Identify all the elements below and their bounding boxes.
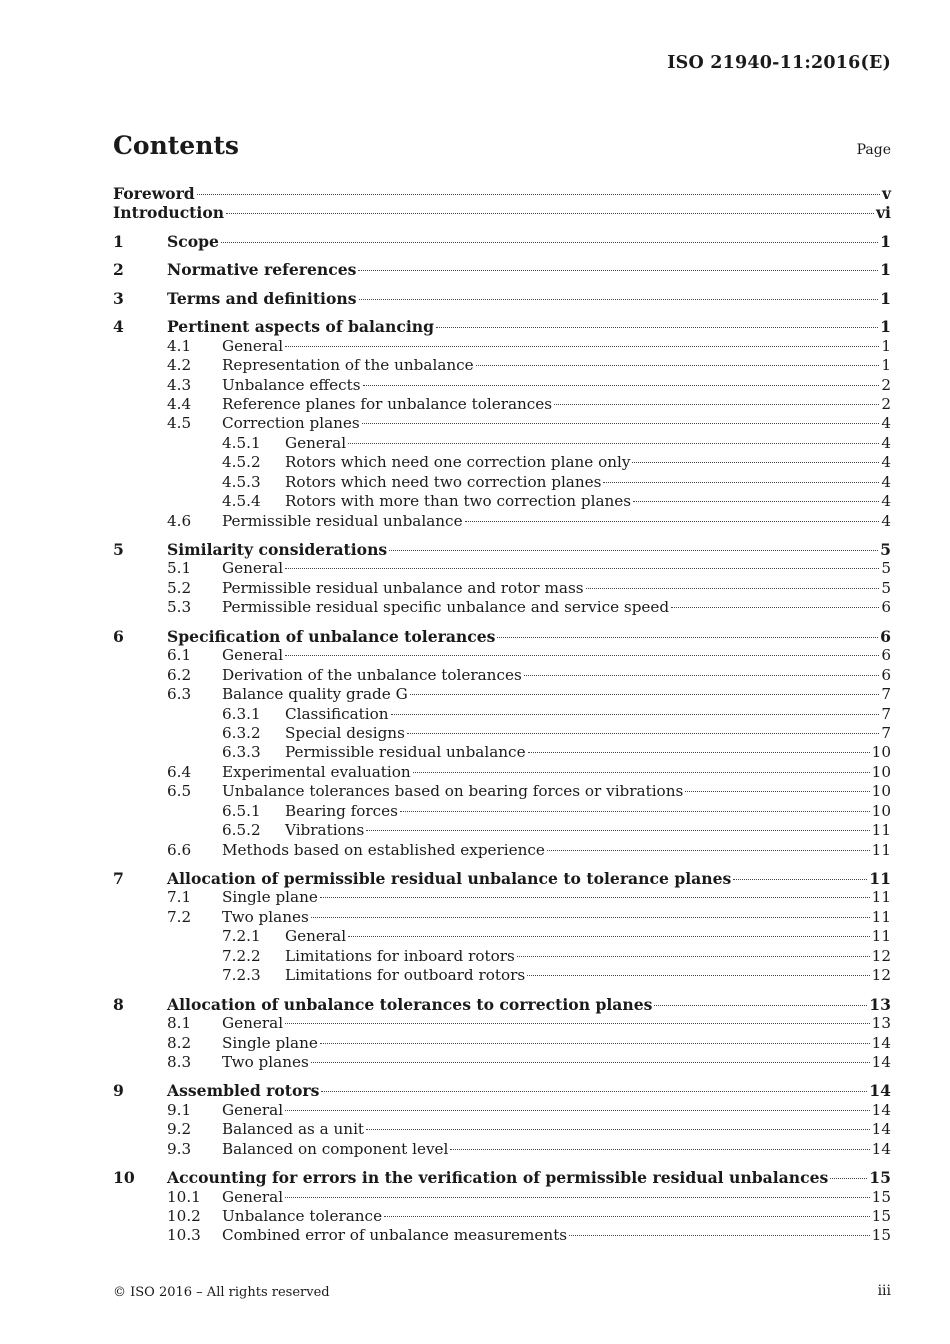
toc-entry-title: Permissible residual unbalance and rotor mass [222,578,584,597]
dot-leader [320,897,870,898]
toc-entry-number: 4.5.1 [222,433,261,452]
toc-entry-title: General [222,646,284,665]
dot-leader [366,1129,870,1130]
dot-leader [363,385,880,386]
toc-entry[interactable] [113,1120,891,1139]
toc-entry[interactable] [113,1101,891,1120]
toc-entry-page: 2 [881,394,891,413]
toc-entry-page: 14 [871,1120,891,1139]
toc-entry-page: 4 [881,511,891,530]
toc-entry-number: 1 [113,231,124,251]
toc-entry[interactable] [113,1014,891,1033]
dot-leader [465,521,880,522]
toc-entry-number: 9 [113,1081,124,1101]
dot-leader [632,462,879,463]
toc-entry-number: 4.5.3 [222,472,261,491]
toc-entry-number: 5.2 [167,578,192,597]
toc-entry-page: 1 [880,317,891,337]
toc-entry-title: Introduction [113,203,225,223]
toc-entry-page: 4 [881,433,891,452]
toc-entry-number: 7.1 [167,888,192,907]
toc-entry-number: 6.4 [167,762,192,781]
toc-entry-number: 8.2 [167,1033,192,1052]
toc-entry-page: 5 [881,559,891,578]
dot-leader [221,242,878,243]
dot-leader [554,404,879,405]
dot-leader [517,956,870,957]
toc-entry-page: v [881,184,891,203]
toc-entry-title: Accounting for errors in the verification of permissible residual unbalances [167,1168,829,1188]
toc-entry-page: 1 [880,231,891,251]
toc-entry[interactable] [113,1226,891,1245]
dot-leader [348,936,870,937]
toc-entry[interactable] [113,705,891,724]
toc-entry-page: 11 [871,888,891,907]
toc-entry-title: Normative references [167,260,357,280]
toc-entry-title: Unbalance effects [222,375,361,394]
dot-leader [285,568,879,569]
toc-entry-number: 7 [113,869,124,888]
dot-leader [226,213,874,214]
toc-entry-number: 6.3.1 [222,704,261,723]
toc-entry-number: 10.3 [167,1226,201,1245]
toc-entry[interactable] [113,646,891,665]
toc-entry[interactable] [113,927,891,946]
toc-entry-title: Derivation of the unbalance tolerances [222,665,522,684]
toc-entry-title: Special designs [285,723,405,742]
toc-entry[interactable] [113,782,891,801]
toc-entry-page: 14 [871,1033,891,1052]
toc-entry[interactable] [113,184,891,203]
toc-entry[interactable] [113,724,891,743]
toc-entry-page: 1 [881,336,891,355]
toc-entry-title: Correction planes [222,414,360,433]
toc-entry-title: Two planes [222,1052,309,1071]
toc-entry-page: 2 [881,375,891,394]
toc-entry[interactable] [113,1034,891,1053]
toc-entry-page: 11 [871,907,891,926]
toc-entry-title: Balanced on component level [222,1139,449,1158]
dot-leader [654,1005,867,1006]
toc-entry-number: 10.1 [167,1187,201,1206]
toc-entry-number: 5 [113,540,124,559]
toc-entry[interactable] [113,743,891,762]
toc-entry[interactable] [113,356,891,375]
toc-entry-title: Combined error of unbalance measurements [222,1226,568,1245]
toc-entry-title: Assembled rotors [167,1081,320,1101]
toc-entry-title: Classification [285,704,389,723]
toc-entry-title: Balance quality grade G [222,685,408,704]
toc-entry-page: 4 [881,453,891,472]
toc-entry-number: 4.3 [167,375,192,394]
toc-entry-page: 11 [871,927,891,946]
toc-entry[interactable] [113,1188,891,1207]
toc-entry[interactable] [113,763,891,782]
toc-entry-page: 13 [869,994,891,1014]
toc-entry-page: 14 [871,1100,891,1119]
toc-entry[interactable] [113,627,891,646]
toc-entry[interactable] [113,841,891,860]
dot-leader [671,607,879,608]
toc-entry-page: 11 [869,869,891,888]
dot-leader [830,1178,867,1179]
toc-entry-title: Permissible residual unbalance [285,743,526,762]
table-of-contents [113,184,891,1246]
toc-entry-number: 9.2 [167,1120,192,1139]
toc-entry[interactable] [113,434,891,453]
toc-entry-title: General [222,1100,284,1119]
toc-entry-number: 2 [113,260,124,280]
toc-entry-number: 8.1 [167,1014,192,1033]
toc-entry-page: 6 [880,626,891,646]
toc-entry[interactable] [113,260,891,279]
toc-entry-number: 6.3.3 [222,743,261,762]
toc-entry-number: 6.3 [167,685,192,704]
toc-entry-page: 6 [881,598,891,617]
toc-entry-number: 10 [113,1168,135,1188]
toc-entry-title: Rotors which need two correction planes [285,472,602,491]
toc-entry-number: 6.6 [167,840,192,859]
toc-entry-number: 7.2.1 [222,927,261,946]
dot-leader [285,1110,870,1111]
toc-entry-number: 4.1 [167,336,192,355]
toc-entry-page: 4 [881,492,891,511]
toc-entry-title: Foreword [113,184,195,203]
toc-entry-page: 6 [881,665,891,684]
dot-leader [285,346,879,347]
dot-leader [633,501,879,502]
toc-entry-page: 11 [871,840,891,859]
toc-entry-number: 9.1 [167,1100,192,1119]
toc-entry-title: Allocation of permissible residual unbalance to tolerance planes [167,869,732,888]
toc-entry[interactable] [113,908,891,927]
dot-leader [569,1235,870,1236]
toc-entry-number: 6.5.2 [222,821,261,840]
toc-entry[interactable] [113,289,891,308]
toc-entry-number: 4.5.2 [222,453,261,472]
page-column-label: Page [856,142,891,158]
dot-leader [285,1023,870,1024]
toc-entry-title: General [285,433,347,452]
toc-entry-title: Bearing forces [285,801,398,820]
dot-leader [476,365,880,366]
toc-entry[interactable] [113,579,891,598]
toc-entry-title: Unbalance tolerance [222,1207,383,1225]
toc-entry-page: 14 [871,1139,891,1158]
toc-entry-number: 8 [113,994,124,1014]
toc-entry-number: 5.3 [167,598,192,617]
toc-entry[interactable] [113,1081,891,1100]
toc-entry[interactable] [113,888,891,907]
toc-entry-number: 6 [113,626,124,646]
toc-entry-title: Single plane [222,888,318,907]
toc-entry-page: 4 [881,472,891,491]
toc-entry-number: 6.5 [167,782,192,801]
toc-entry[interactable] [113,203,891,222]
toc-entry-page: 12 [871,966,891,985]
dot-leader [362,423,880,424]
toc-entry[interactable] [113,598,891,617]
toc-entry[interactable] [113,317,891,336]
contents-heading: Contents [113,131,240,160]
toc-entry-title: Specification of unbalance tolerances [167,626,496,646]
page-number: iii [877,1283,891,1299]
toc-entry-title: Unbalance tolerances based on bearing forces or vibrations [222,782,684,801]
toc-entry-title: Vibrations [285,821,365,840]
toc-entry-number: 3 [113,288,124,308]
dot-leader [527,975,869,976]
dot-leader [410,694,880,695]
toc-entry-page: 10 [871,782,891,801]
toc-entry[interactable] [113,473,891,492]
toc-entry-title: Allocation of unbalance tolerances to correction planes [167,994,653,1014]
toc-entry[interactable] [113,947,891,966]
dot-leader [413,772,870,773]
dot-leader [733,879,867,880]
toc-entry-page: 5 [880,540,891,559]
toc-entry-page: 6 [881,646,891,665]
toc-entry-number: 6.1 [167,646,192,665]
toc-entry-page: 4 [881,414,891,433]
document-code: ISO 21940-11:2016(E) [667,53,891,73]
dot-leader [311,1062,870,1063]
dot-leader [197,194,880,195]
dot-leader [407,733,879,734]
toc-entry-page: vi [876,203,891,223]
dot-leader [586,588,880,589]
toc-entry-title: Two planes [222,907,309,926]
toc-entry[interactable] [113,453,891,472]
toc-entry[interactable] [113,414,891,433]
toc-entry-page: 7 [881,723,891,742]
toc-entry-page: 14 [869,1081,891,1101]
toc-entry-number: 4.5.4 [222,492,261,511]
toc-entry-title: Permissible residual specific unbalance and service speed [222,598,670,617]
toc-entry-page: 1 [880,288,891,308]
dot-leader [603,482,879,483]
toc-entry-number: 8.3 [167,1052,192,1071]
dot-leader [547,850,870,851]
toc-entry-page: 15 [871,1207,891,1225]
dot-leader [400,811,870,812]
toc-entry[interactable] [113,1053,891,1072]
dot-leader [358,270,878,271]
toc-entry-page: 1 [880,260,891,280]
toc-entry-page: 10 [871,801,891,820]
toc-entry-title: Rotors with more than two correction planes [285,492,632,511]
toc-entry-number: 4.6 [167,511,192,530]
toc-entry[interactable] [113,492,891,511]
toc-entry-page: 7 [881,685,891,704]
toc-entry-number: 7.2 [167,907,192,926]
toc-entry-page: 15 [871,1226,891,1245]
toc-entry[interactable] [113,995,891,1014]
toc-entry[interactable] [113,802,891,821]
toc-entry-title: Limitations for inboard rotors [285,946,515,965]
toc-entry[interactable] [113,666,891,685]
toc-entry-title: General [222,1014,284,1033]
dot-leader [497,637,878,638]
dot-leader [285,655,879,656]
toc-entry-number: 6.2 [167,665,192,684]
toc-entry-number: 10.2 [167,1207,201,1225]
toc-entry-number: 7.2.2 [222,946,261,965]
toc-entry-page: 14 [871,1052,891,1071]
toc-entry-title: Representation of the unbalance [222,356,474,375]
toc-entry-title: Experimental evaluation [222,762,411,781]
toc-entry-number: 4.5 [167,414,192,433]
dot-leader [391,714,880,715]
toc-entry[interactable] [113,869,891,888]
toc-entry-number: 6.5.1 [222,801,261,820]
dot-leader [436,327,878,328]
toc-entry-title: General [222,1187,284,1206]
dot-leader [348,443,879,444]
toc-entry-title: Reference planes for unbalance tolerances [222,394,553,413]
toc-entry-page: 12 [871,946,891,965]
toc-entry-title: Similarity considerations [167,540,388,559]
dot-leader [528,752,870,753]
toc-entry-page: 5 [881,578,891,597]
toc-entry[interactable] [113,685,891,704]
toc-entry-page: 15 [871,1187,891,1206]
toc-entry-page: 13 [871,1014,891,1033]
toc-entry-page: 10 [871,762,891,781]
toc-entry[interactable] [113,966,891,985]
toc-entry-title: General [222,559,284,578]
dot-leader [285,1197,870,1198]
toc-entry-page: 11 [871,821,891,840]
toc-entry[interactable] [113,1168,891,1187]
toc-entry-number: 5.1 [167,559,192,578]
dot-leader [321,1091,867,1092]
toc-entry-title: Limitations for outboard rotors [285,966,526,985]
toc-entry-title: Terms and definitions [167,288,357,308]
dot-leader [366,830,869,831]
copyright-notice: © ISO 2016 – All rights reserved [113,1285,330,1300]
toc-entry-number: 4 [113,317,124,337]
toc-entry[interactable] [113,232,891,251]
toc-entry-title: Methods based on established experience [222,840,545,859]
toc-entry[interactable] [113,821,891,840]
toc-entry-title: Rotors which need one correction plane only [285,453,631,472]
dot-leader [389,550,878,551]
toc-entry-title: Single plane [222,1033,318,1052]
toc-entry-title: Pertinent aspects of balancing [167,317,434,337]
toc-entry-page: 15 [869,1168,891,1188]
dot-leader [320,1043,870,1044]
dot-leader [685,791,869,792]
toc-entry-title: Scope [167,231,219,251]
toc-entry-number: 4.2 [167,356,192,375]
dot-leader [384,1216,870,1217]
toc-entry[interactable] [113,540,891,559]
dot-leader [311,917,870,918]
toc-entry-number: 9.3 [167,1139,192,1158]
toc-entry[interactable] [113,376,891,395]
toc-entry[interactable] [113,512,891,531]
toc-entry-page: 1 [881,356,891,375]
toc-entry-title: General [285,927,347,946]
dot-leader [450,1149,869,1150]
toc-entry-title: General [222,336,284,355]
toc-entry-page: 7 [881,704,891,723]
toc-entry-number: 6.3.2 [222,723,261,742]
dot-leader [359,299,879,300]
toc-entry-number: 7.2.3 [222,966,261,985]
toc-entry-title: Permissible residual unbalance [222,511,463,530]
toc-entry-page: 10 [871,743,891,762]
dot-leader [524,675,880,676]
toc-entry-title: Balanced as a unit [222,1120,365,1139]
toc-entry[interactable] [113,395,891,414]
toc-entry[interactable] [113,337,891,356]
toc-entry[interactable] [113,1140,891,1159]
toc-entry-number: 4.4 [167,394,192,413]
toc-entry[interactable] [113,1207,891,1226]
toc-entry[interactable] [113,559,891,578]
